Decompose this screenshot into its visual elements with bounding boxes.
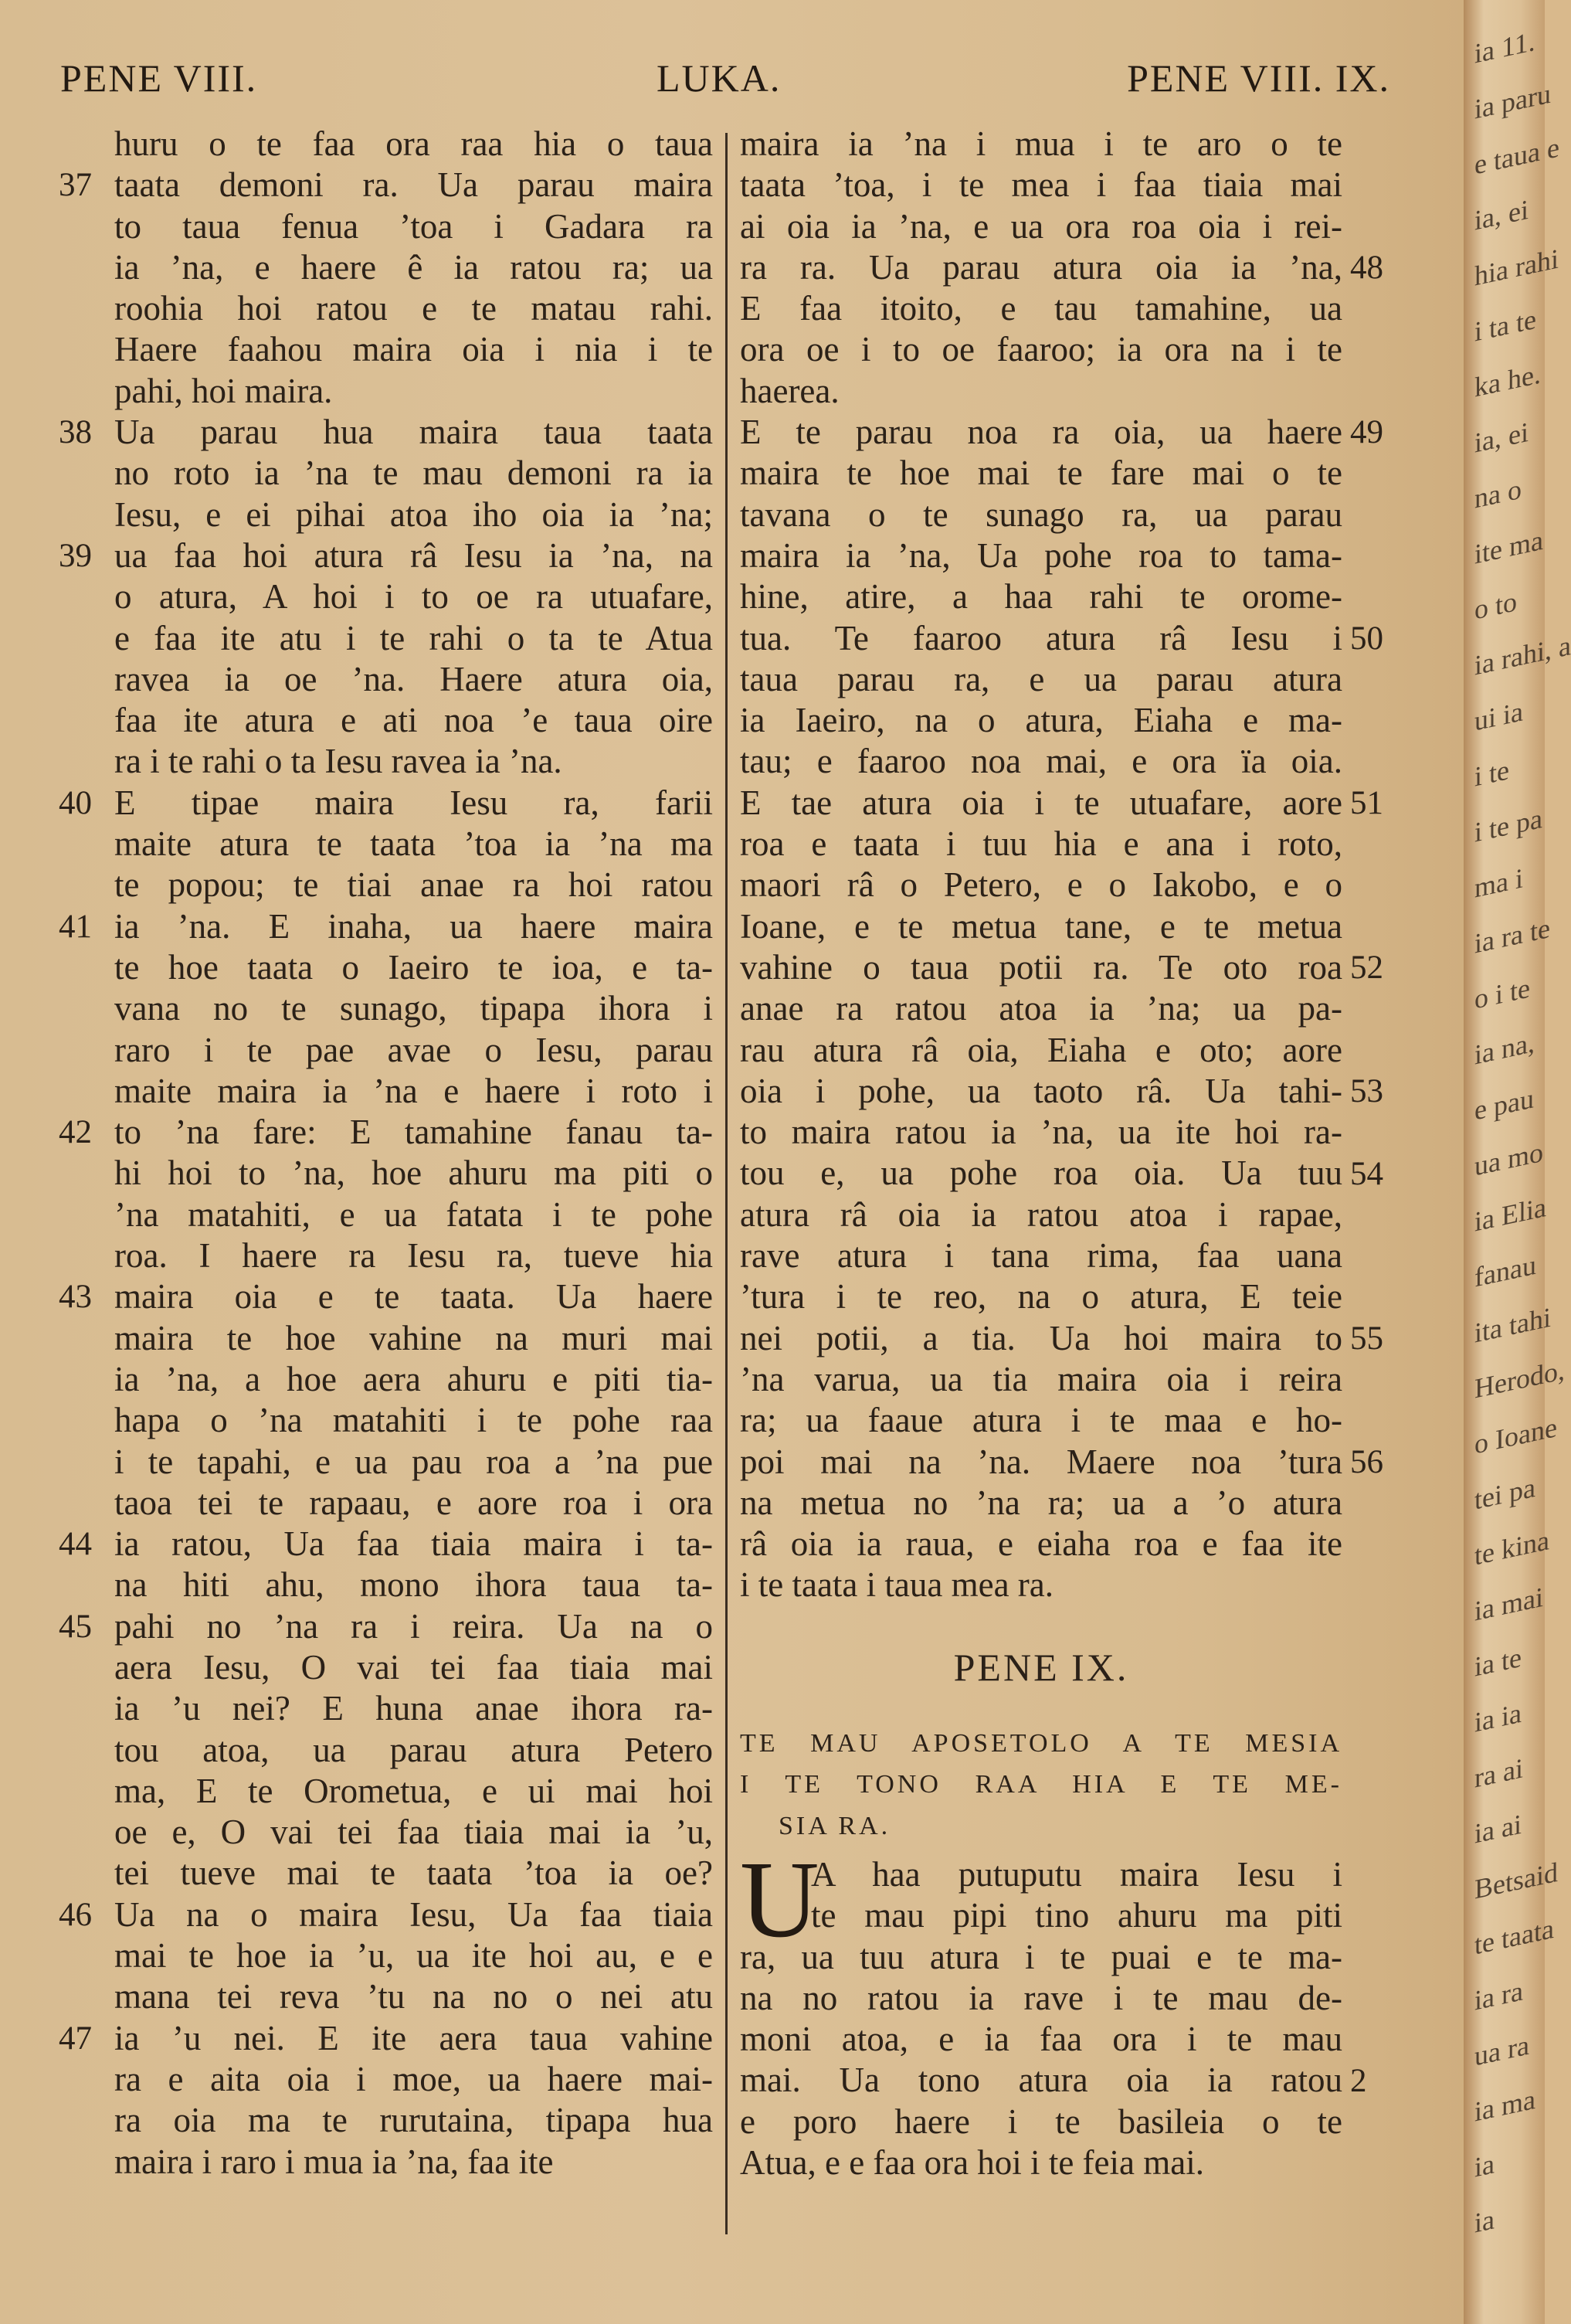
text-line: faa ite atura e ati noa ’e taua oire — [114, 701, 713, 740]
text-line: E faa itoito, e tau tamahine, ua — [740, 289, 1342, 328]
verse-number: 44 — [59, 1526, 92, 1563]
facing-page-fragment: ma i — [1474, 862, 1523, 904]
text-line: nei potii, a tia. Ua hoi maira to — [740, 1318, 1342, 1357]
facing-page-fragment: o i te — [1474, 972, 1530, 1015]
text-line: mana tei reva ’tu na no o nei atu — [114, 1977, 713, 2017]
text-line: ia Iaeiro, na o atura, Eiaha e ma- — [740, 701, 1342, 740]
facing-page-fragment: ia ra — [1474, 1975, 1523, 2017]
facing-page-fragment: i te pa — [1474, 802, 1542, 848]
text-line: Atua, e e faa ora hoi i te feia mai. — [740, 2143, 1204, 2183]
text-line: te popou; te tiai anae ra hoi ratou — [114, 865, 713, 905]
text-line: poi mai na ’na. Maere noa ’tura — [740, 1442, 1342, 1481]
text-line: ra ra. Ua parau atura oia ia ’na, — [740, 247, 1342, 287]
facing-page-fragment: e taua e — [1474, 131, 1559, 181]
verse-number: 55 — [1350, 1320, 1383, 1357]
text-line: ra i te rahi o ta Iesu ravea ia ’na. — [114, 742, 562, 781]
text-line: to maira ratou ia ’na, ua ite hoi ra- — [740, 1113, 1342, 1152]
facing-page-fragment: ia paru — [1474, 77, 1551, 125]
right-text-column — [740, 124, 1342, 1606]
text-line: e faa ite atu i te rahi o ta te Atua — [114, 618, 713, 657]
verse-number: 47 — [59, 2020, 92, 2057]
text-line: ia ’u nei. E ite aera taua vahine — [114, 2018, 713, 2057]
verse-number: 56 — [1350, 1443, 1383, 1480]
text-line: mai te hoe ia ’u, ua ite hoi au, e e — [114, 1936, 713, 1976]
text-line: tau; e faaroo noa mai, e ora ïa oia. — [740, 742, 1342, 781]
facing-page-fragment: ite ma — [1474, 524, 1543, 570]
facing-page-fragment: ia ra te — [1474, 912, 1550, 960]
text-line: E te parau noa ra oia, ua haere — [740, 413, 1342, 452]
header-chapter-right: PENE VIII. IX. — [1127, 56, 1390, 100]
facing-page-fragment: ia rahi, a — [1474, 630, 1571, 681]
verse-number: 2 — [1350, 2062, 1367, 2099]
text-line: o atura, A hoi i to oe ra utuafare, — [114, 577, 713, 617]
text-line: i te tapahi, e ua pau roa a ’na pue — [114, 1442, 713, 1481]
facing-page-fragment: te taata — [1474, 1912, 1554, 1961]
running-header — [54, 56, 1390, 110]
text-line: ’tura i te reo, na o atura, E teie — [740, 1277, 1342, 1317]
verse-number: 46 — [59, 1896, 92, 1933]
text-line: mai. Ua tono atura oia ia ratou — [740, 2061, 1342, 2100]
facing-page-edge — [1464, 0, 1571, 2324]
verse-number: 43 — [59, 1279, 92, 1316]
verse-number: 45 — [59, 1608, 92, 1645]
facing-page-fragment: o to — [1474, 585, 1518, 626]
facing-page-fragment: ui ia — [1474, 695, 1523, 737]
text-line: ai oia ia ’na, e ua ora roa oia i rei- — [740, 206, 1342, 246]
facing-page-fragment: ia Elia — [1474, 1191, 1546, 1238]
text-line: roa e taata i tuu hia e ana i roto, — [740, 824, 1342, 864]
text-line: vana no te sunago, tipapa ihora i — [114, 989, 713, 1028]
header-book-title: LUKA. — [657, 56, 782, 100]
chapter-summary — [740, 1723, 1342, 1847]
text-line: taoa tei te rapaau, e aore roa i ora — [114, 1483, 713, 1522]
text-line: na no ratou ia rave i te mau de- — [740, 1978, 1342, 2017]
facing-page-fragment: te kina — [1474, 1524, 1549, 1571]
facing-page-fragment: ia 11. — [1474, 25, 1535, 70]
text-line: maite maira ia ’na e haere i roto i — [114, 1071, 713, 1110]
summary-line: I TE TONO RAA HIA E TE ME- — [740, 1770, 1342, 1799]
verse-number: 40 — [59, 784, 92, 821]
text-line: Haere faahou maira oia i nia i te — [114, 330, 713, 369]
facing-page-fragment: e pau — [1474, 1082, 1534, 1126]
text-line: atura râ oia ia ratou atoa i rapae, — [740, 1194, 1342, 1234]
text-line: tei tueve mai te taata ’toa ia oe? — [114, 1853, 713, 1893]
text-line: Ua na o maira Iesu, Ua faa tiaia — [114, 1894, 713, 1934]
text-line: maori râ o Petero, e o Iakobo, e o — [740, 865, 1342, 905]
text-line: maite atura te taata ’toa ia ’na ma — [114, 824, 713, 864]
facing-page-fragment: ia ma — [1474, 2083, 1535, 2128]
text-line: maira te hoe vahine na muri mai — [114, 1318, 713, 1357]
text-line: vahine o taua potii ra. Te oto roa — [740, 947, 1342, 987]
text-line: aera Iesu, O vai tei faa tiaia mai — [114, 1647, 713, 1687]
facing-page-fragment: ua mo — [1474, 1136, 1543, 1182]
text-line: tou atoa, ua parau atura Petero — [114, 1730, 713, 1769]
facing-page-fragment: ia, ei — [1474, 193, 1529, 236]
text-line: tou e, ua pohe roa oia. Ua tuu — [740, 1154, 1342, 1193]
text-line: ia ’na. E inaha, ua haere maira — [114, 906, 713, 946]
text-line: tavana o te sunago ra, ua parau — [740, 494, 1342, 534]
facing-page-fragment: ia, ei — [1474, 416, 1529, 459]
text-line: pahi, hoi maira. — [114, 371, 333, 410]
verse-number: 48 — [1350, 249, 1383, 286]
text-line: na metua no ’na ra; ua a ’o atura — [740, 1483, 1342, 1522]
facing-page-fragment: i ta te — [1474, 303, 1536, 348]
text-line: maira te hoe mai te fare mai o te — [740, 454, 1342, 493]
text-line: Ioane, e te metua tane, e te metua — [740, 906, 1342, 946]
text-line: ia ’na, a hoe aera ahuru e piti tia- — [114, 1359, 713, 1398]
text-line: ua faa hoi atura râ Iesu ia ’na, na — [114, 535, 713, 575]
verse-number: 49 — [1350, 414, 1383, 451]
text-line: Iesu, e ei pihai atoa iho oia ia ’na; — [114, 494, 713, 534]
text-line: E tipae maira Iesu ra, farii — [114, 783, 713, 822]
text-line: E tae atura oia i te utuafare, aore — [740, 783, 1342, 822]
facing-page-fragment: ia mai — [1474, 1581, 1543, 1627]
text-line: ia ratou, Ua faa tiaia maira i ta- — [114, 1524, 713, 1564]
facing-page-fragment: ia — [1474, 2148, 1495, 2183]
text-line: to taua fenua ’toa i Gadara ra — [114, 206, 713, 246]
facing-page-fragment: i te — [1474, 754, 1509, 793]
text-line: ra; ua faaue atura i te maa e ho- — [740, 1401, 1342, 1440]
text-line: na hiti ahu, mono ihora taua ta- — [114, 1565, 713, 1605]
left-text-column — [114, 124, 713, 2183]
text-line: Ua parau hua maira taua taata — [114, 413, 713, 452]
text-line: raro i te pae avae o Iesu, parau — [114, 1030, 713, 1069]
chapter-opening-lines — [811, 1854, 1342, 1937]
header-chapter-left: PENE VIII. — [60, 56, 258, 100]
verse-number: 37 — [59, 167, 92, 204]
text-line: maira ia ’na, Ua pohe roa to tama- — [740, 535, 1342, 575]
facing-page-fragment: ia te — [1474, 1641, 1522, 1683]
text-line: rau atura râ oia, Eiaha e oto; aore — [740, 1030, 1342, 1069]
text-line: te mau pipi tino ahuru ma piti — [811, 1896, 1342, 1935]
text-line: ra, ua tuu atura i te puai e te ma- — [740, 1937, 1342, 1976]
facing-page-fragment: ua ra — [1474, 2029, 1529, 2072]
text-line: ia ’u nei? E huna anae ihora ra- — [114, 1689, 713, 1728]
text-line: oe e, O vai tei faa tiaia mai ia ’u, — [114, 1813, 713, 1852]
text-line: ia ’na, e haere ê ia ratou ra; ua — [114, 247, 713, 287]
text-line: roa. I haere ra Iesu ra, tueve hia — [114, 1236, 713, 1276]
facing-page-fragment: fanau — [1474, 1249, 1536, 1293]
verse-number: 54 — [1350, 1155, 1383, 1192]
column-divider — [725, 133, 728, 2234]
facing-page-fragment: na o — [1474, 473, 1522, 515]
text-line: maira oia e te taata. Ua haere — [114, 1277, 713, 1317]
facing-page-fragment: ia — [1474, 2203, 1495, 2239]
chapter-heading: PENE IX. — [953, 1646, 1129, 1689]
verse-number: 39 — [59, 538, 92, 574]
text-line: moni atoa, e ia faa ora i te mau — [740, 2020, 1342, 2059]
text-line: maira i raro i mua ia ’na, faa ite — [114, 2142, 554, 2181]
facing-page-fragment: ita tahi — [1474, 1301, 1551, 1349]
facing-page-fragment: ka he. — [1474, 358, 1541, 403]
text-line: râ oia ia raua, e eiaha roa e faa ite — [740, 1524, 1342, 1564]
text-line: huru o te faa ora raa hia o taua — [114, 124, 713, 163]
text-line: hine, atire, a haa rahi te orome- — [740, 577, 1342, 617]
text-line: ’na varua, ua tia maira oia i reira — [740, 1359, 1342, 1398]
text-line: haerea. — [740, 371, 840, 410]
facing-page-fragment: ia ai — [1474, 1808, 1522, 1850]
text-line: no roto ia ’na te mau demoni ra ia — [114, 454, 713, 493]
summary-line: SIA RA. — [779, 1811, 891, 1840]
text-line: taata demoni ra. Ua parau maira — [114, 165, 713, 205]
facing-page-fragment: hia rahi — [1474, 243, 1559, 292]
text-line: e poro haere i te basileia o te — [740, 2101, 1342, 2141]
text-line: hapa o ’na matahiti i te pohe raa — [114, 1401, 713, 1440]
text-line: taua parau ra, e ua parau atura — [740, 659, 1342, 698]
text-line: ra oia ma te rurutaina, tipapa hua — [114, 2101, 713, 2140]
text-line: A haa putuputu maira Iesu i — [811, 1855, 1342, 1894]
verse-number: 50 — [1350, 620, 1383, 657]
text-line: hi hoi to ’na, hoe ahuru ma piti o — [114, 1154, 713, 1193]
facing-page-fragment: Herodo, — [1474, 1354, 1565, 1405]
verse-number: 38 — [59, 414, 92, 451]
text-line: ravea ia oe ’na. Haere atura oia, — [114, 659, 713, 698]
text-line: ra e aita oia i moe, ua haere mai- — [114, 2059, 713, 2098]
verse-number: 52 — [1350, 950, 1383, 986]
text-line: taata ’toa, i te mea i faa tiaia mai — [740, 165, 1342, 205]
text-line: roohia hoi ratou e te matau rahi. — [114, 289, 713, 328]
verse-number: 42 — [59, 1114, 92, 1151]
text-line: pahi no ’na ra i reira. Ua na o — [114, 1606, 713, 1646]
facing-page-fragment: o Ioane — [1474, 1411, 1557, 1460]
text-line: ma, E te Orometua, e ui mai hoi — [114, 1771, 713, 1810]
drop-cap-letter: U — [740, 1838, 819, 1960]
text-line: tua. Te faaroo atura râ Iesu i — [740, 618, 1342, 657]
summary-line: TE MAU APOSETOLO A TE MESIA — [740, 1729, 1342, 1758]
verse-number: 53 — [1350, 1072, 1383, 1109]
text-line: rave atura i tana rima, faa uana — [740, 1236, 1342, 1276]
text-line: ora oe i to oe faaroo; ia ora na i te — [740, 330, 1342, 369]
verse-number: 41 — [59, 908, 92, 945]
text-line: to ’na fare: E tamahine fanau ta- — [114, 1113, 713, 1152]
facing-page-fragment: Betsaid — [1474, 1856, 1558, 1905]
facing-page-fragment: ra ai — [1474, 1752, 1523, 1794]
facing-page-fragment: ia na, — [1474, 1026, 1535, 1071]
text-line: ’na matahiti, e ua fatata i te pohe — [114, 1194, 713, 1234]
text-line: maira ia ’na i mua i te aro o te — [740, 124, 1342, 163]
verse-number: 51 — [1350, 784, 1383, 821]
facing-page-fragment: tei pa — [1474, 1471, 1535, 1516]
facing-page-fragment: ia ia — [1474, 1697, 1522, 1738]
text-line: anae ra ratou atoa ia ’na; ua pa- — [740, 989, 1342, 1028]
text-line: te hoe taata o Iaeiro te ioa, e ta- — [114, 947, 713, 987]
text-line: oia i pohe, ua taoto râ. Ua tahi- — [740, 1071, 1342, 1110]
chapter-body-lines — [740, 1937, 1342, 2184]
text-line: i te taata i taua mea ra. — [740, 1565, 1054, 1605]
